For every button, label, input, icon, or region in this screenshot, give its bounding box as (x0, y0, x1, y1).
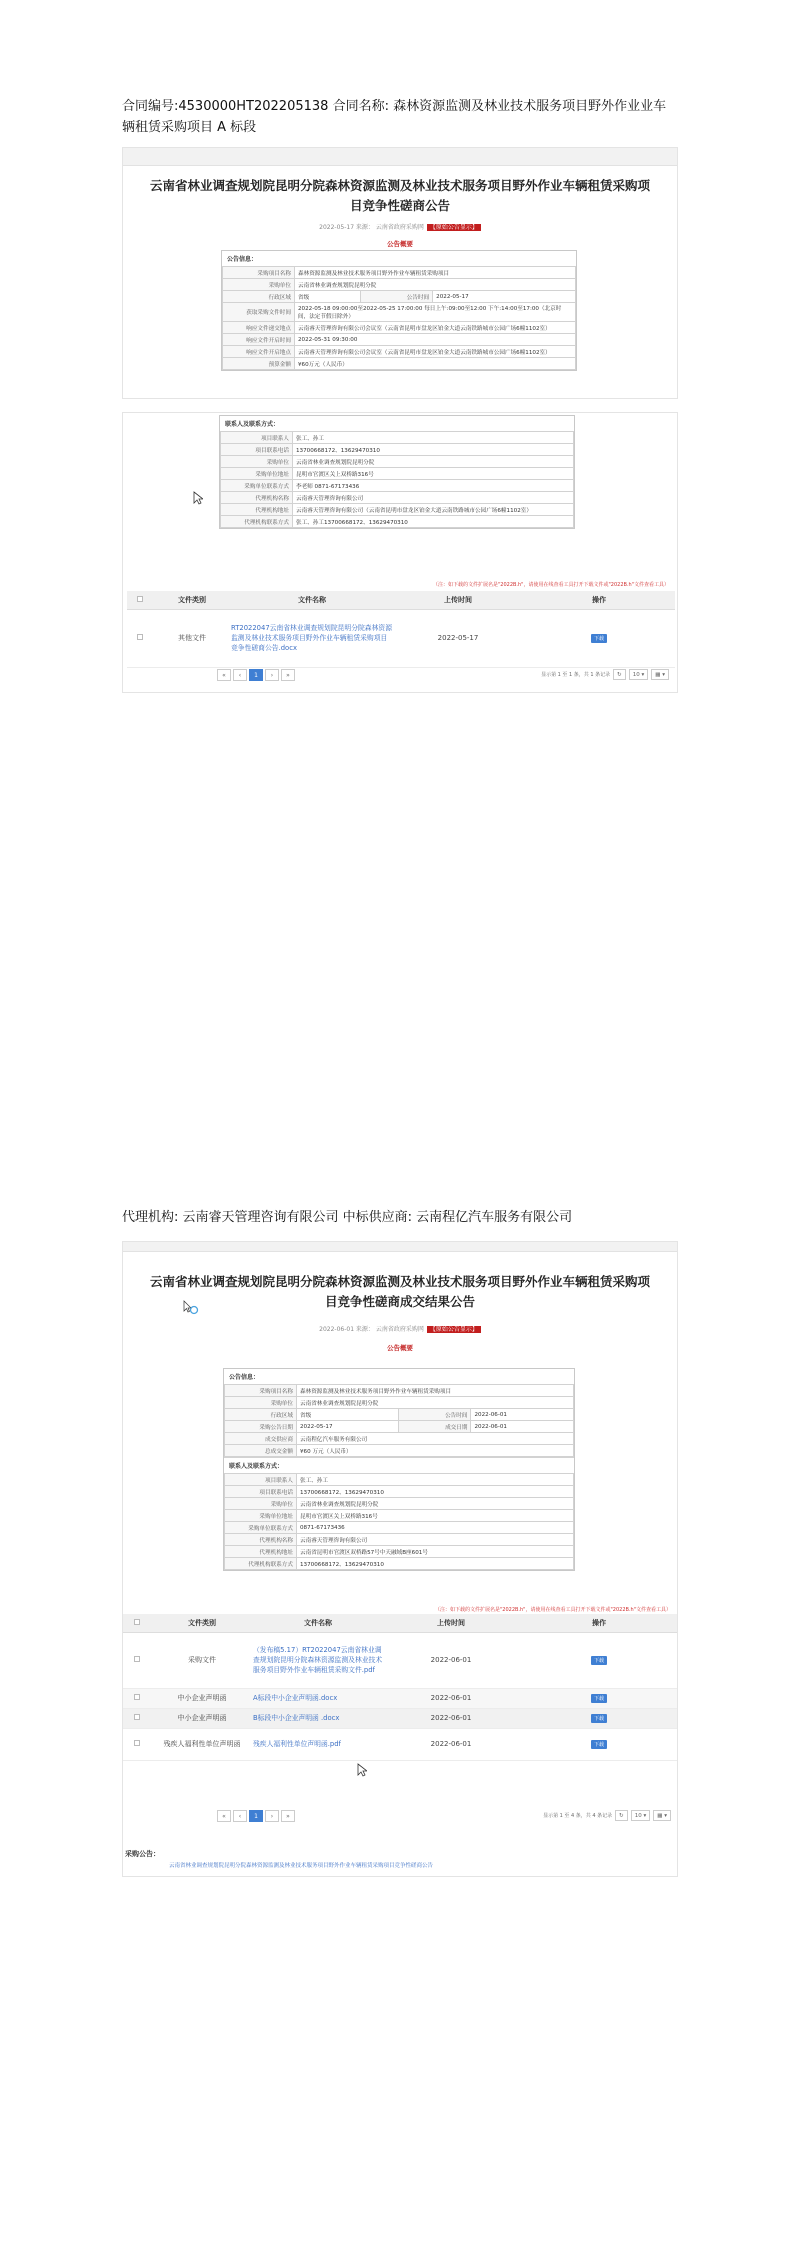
info-key: 预算金额 (223, 358, 295, 370)
action-cell (519, 1688, 678, 1708)
row-select-cell (123, 1708, 151, 1728)
download-button[interactable]: 下载 (591, 1714, 607, 1723)
download-button[interactable]: 下载 (591, 1740, 607, 1749)
contact-key: 代理机构名称 (225, 1534, 297, 1546)
announcement2-files-table (123, 1614, 678, 1761)
info-section-label: 公告信息： (229, 1374, 260, 1381)
contact-row (221, 492, 574, 504)
info-value: 云南省林业调查规划院昆明分院 (295, 279, 576, 291)
columns-menu-icon[interactable]: ▦ ▾ (651, 669, 669, 680)
col-upload-time: 上传时间 (393, 591, 523, 609)
info-row (225, 1433, 574, 1445)
download-button[interactable]: 下载 (591, 1694, 607, 1703)
download-button[interactable]: 下载 (591, 634, 607, 643)
announcement1-contact-table (220, 431, 574, 528)
info-value: 2022-05-17 (433, 291, 576, 303)
announcement1-contact-box (219, 415, 575, 529)
info-key: 采购单位 (225, 1397, 297, 1409)
info-value: ¥60万元（人民币） (295, 358, 576, 370)
download-note: （注：如下载的文件扩展名是"2022B.h"，请使用在线查看工具打开下载文件或"2022B.h"文件查看工具） (432, 582, 669, 588)
info-value: 云南省林业调查规划院昆明分院 (297, 1397, 574, 1409)
contact-key: 采购单位 (221, 456, 293, 468)
pagination-summary: 显示第 1 至 4 条，共 4 条记录 (543, 1813, 613, 1819)
mouse-cursor-icon (357, 1763, 367, 1777)
contact-value: 云南省林业调查规划院昆明分院 (297, 1498, 574, 1510)
info-value: 省级 (297, 1409, 399, 1421)
announcement1-screenshot-top (122, 147, 678, 399)
announcement1-screenshot-bottom (122, 412, 678, 693)
info-key: 采购公告日期 (225, 1421, 297, 1433)
last-page-button[interactable]: » (281, 669, 295, 681)
info-value: 森林资源监测及林业技术服务项目野外作业车辆租赁采购项目 (295, 267, 576, 279)
info-row (223, 334, 576, 346)
row-select-cell (123, 1632, 151, 1688)
contact-row (225, 1498, 574, 1510)
info-row (225, 1409, 574, 1421)
row-select-cell (123, 1728, 151, 1760)
prev-page-button[interactable]: ‹ (233, 1810, 247, 1822)
file-date: 2022-06-01 (383, 1688, 519, 1708)
info-key: 公告时间 (399, 1409, 471, 1421)
row-checkbox[interactable] (134, 1656, 140, 1662)
col-upload-time: 上传时间 (383, 1614, 519, 1632)
contact-value: 云南省昆明市官渡区双桥路57号中天融域B座601号 (297, 1546, 574, 1558)
contact-row (221, 444, 574, 456)
file-type: 残疾人福利性单位声明函 (151, 1728, 253, 1760)
table-row (127, 609, 675, 667)
prev-page-button[interactable]: ‹ (233, 669, 247, 681)
info-key: 响应文件开启时间 (223, 334, 295, 346)
contact-row (225, 1474, 574, 1486)
first-page-button[interactable]: « (217, 1810, 231, 1822)
action-cell (519, 1708, 678, 1728)
info-key: 行政区域 (223, 291, 295, 303)
action-cell (519, 1632, 678, 1688)
announcement2-info-box (223, 1368, 575, 1571)
contact-key: 项目联系人 (225, 1474, 297, 1486)
contact-row (221, 516, 574, 528)
info-row (223, 346, 576, 358)
info-key: 响应文件开启地点 (223, 346, 295, 358)
pagination (217, 1810, 295, 1822)
info-row (225, 1445, 574, 1457)
contact-value: 张工、孙工 (297, 1474, 574, 1486)
contact-key: 项目联系电话 (221, 444, 293, 456)
info-row (223, 303, 576, 322)
row-checkbox[interactable] (137, 634, 143, 640)
file-type: 中小企业声明函 (151, 1688, 253, 1708)
announcement2-meta (123, 1324, 677, 1333)
col-action: 操作 (523, 591, 675, 609)
select-all-cell (123, 1614, 151, 1632)
first-page-button[interactable]: « (217, 669, 231, 681)
contact-row (225, 1522, 574, 1534)
info-row (225, 1385, 574, 1397)
info-key: 公告时间 (361, 291, 433, 303)
table-row (123, 1688, 678, 1708)
contract-header-line2: 辆租赁采购项目 A 标段 (122, 120, 257, 135)
browser-bar (123, 148, 677, 166)
row-checkbox[interactable] (134, 1694, 140, 1700)
contact-row (225, 1510, 574, 1522)
table-row (123, 1728, 678, 1760)
info-row (223, 322, 576, 334)
contact-key: 采购单位联系方式 (221, 480, 293, 492)
pagination-info (541, 669, 669, 680)
file-date: 2022-05-17 (393, 609, 523, 667)
contact-key: 采购单位地址 (221, 468, 293, 480)
refresh-icon[interactable]: ↻ (613, 669, 626, 680)
col-file-type: 文件类别 (151, 1614, 253, 1632)
info-value: 2022-05-18 09:00:00至2022-05-25 17:00:00 每日上午:09:00至12:00 下午:14:00至17:00（北京时间，法定节假日除外） (295, 303, 576, 322)
info-value: ¥60 万元（人民币） (297, 1445, 574, 1457)
next-page-button[interactable]: › (265, 1810, 279, 1822)
file-type: 其他文件 (153, 609, 231, 667)
contact-value: 13700668172、13629470310 (293, 444, 574, 456)
procurement-notice-label: 采购公告： (125, 1850, 160, 1858)
select-all-checkbox[interactable] (134, 1619, 140, 1625)
meta-text: 2022-05-17 来源： 云南省政府采购网 (319, 224, 424, 231)
col-action: 操作 (519, 1614, 678, 1632)
contact-value: 13700668172、13629470310 (297, 1486, 574, 1498)
pagination (217, 669, 295, 681)
contact-value: 云南睿天管理咨询有限公司（云南省昆明市盘龙区铂金大道云南铁路城市公园广场6幢1102室） (293, 504, 574, 516)
original-badge[interactable]: 【原始公告显示】 (427, 1326, 481, 1333)
col-file-name: 文件名称 (253, 1614, 383, 1632)
contract-header-line1: 合同编号:4530000HT202205138 合同名称: 森林资源监测及林业技术服务项目野外作业业车 (122, 99, 667, 114)
col-file-name: 文件名称 (231, 591, 393, 609)
contact-key: 代理机构地址 (225, 1546, 297, 1558)
procurement-notice-link[interactable]: 云南省林业调查规划院昆明分院森林资源监测及林业技术服务项目野外作业车辆租赁采购项目竞争性磋商公告 (169, 1863, 434, 1869)
info-key: 成交日期 (399, 1421, 471, 1433)
info-row (223, 279, 576, 291)
contact-row (221, 480, 574, 492)
info-value: 2022-05-31 09:30:00 (295, 334, 576, 346)
info-key: 总成交金额 (225, 1445, 297, 1457)
contact-row (221, 468, 574, 480)
files-header-row (123, 1614, 678, 1632)
info-key: 采购项目名称 (223, 267, 295, 279)
contact-value: 昆明市官渡区关上双桥路316号 (293, 468, 574, 480)
info-row (223, 291, 576, 303)
info-key: 成交供应商 (225, 1433, 297, 1445)
announcement1-subtitle: 公告概要 (387, 240, 413, 248)
contact-row (225, 1558, 574, 1570)
contact-value: 张工、孙工 (293, 432, 574, 444)
page-size-select[interactable]: 10 ▾ (629, 669, 649, 680)
contact-key: 代理机构地址 (221, 504, 293, 516)
info-key: 采购项目名称 (225, 1385, 297, 1397)
announcement2-subtitle: 公告概要 (387, 1344, 413, 1352)
file-date: 2022-06-01 (383, 1728, 519, 1760)
contact-row (221, 456, 574, 468)
info-row (225, 1421, 574, 1433)
action-cell (523, 609, 675, 667)
table-row (123, 1708, 678, 1728)
file-name-link[interactable]: A标段中小企业声明函.docx (253, 1688, 383, 1708)
announcement1-files-table (127, 591, 675, 668)
announcement2-info-table (224, 1384, 574, 1457)
table-row (123, 1632, 678, 1688)
original-badge[interactable]: 【原始公告显示】 (427, 224, 481, 231)
info-row (223, 358, 576, 370)
file-name-link[interactable]: B标段中小企业声明函 .docx (253, 1708, 383, 1728)
meta-text: 2022-06-01 来源： 云南省政府采购网 (319, 1326, 424, 1333)
file-date: 2022-06-01 (383, 1708, 519, 1728)
contact-value: 昆明市官渡区关上双桥路316号 (297, 1510, 574, 1522)
info-key: 行政区域 (225, 1409, 297, 1421)
info-row (225, 1397, 574, 1409)
pagination-info (543, 1810, 671, 1821)
columns-menu-icon[interactable]: ▦ ▾ (653, 1810, 671, 1821)
info-value: 2022-05-17 (297, 1421, 399, 1433)
contact-key: 项目联系人 (221, 432, 293, 444)
announcement2-contact-table (224, 1473, 574, 1570)
page-1-button[interactable]: 1 (249, 1810, 263, 1822)
next-page-button[interactable]: › (265, 669, 279, 681)
row-checkbox[interactable] (134, 1714, 140, 1720)
row-select-cell (127, 609, 153, 667)
contact-value: 李老师 0871-67173436 (293, 480, 574, 492)
contact-row (225, 1534, 574, 1546)
info-key: 响应文件递交地点 (223, 322, 295, 334)
row-checkbox[interactable] (134, 1740, 140, 1746)
contact-value: 张工、孙工13700668172、13629470310 (293, 516, 574, 528)
agency-supplier-line: 代理机构: 云南睿天管理咨询有限公司 中标供应商: 云南程亿汽车服务有限公司 (122, 1210, 573, 1225)
browser-bar (123, 1242, 677, 1252)
files-header-row (127, 591, 675, 609)
info-value: 云南睿天管理咨询有限公司会议室（云南省昆明市盘龙区铂金大道云南铁路城市公园广场6幢1102室） (295, 322, 576, 334)
contact-key: 代理机构名称 (221, 492, 293, 504)
contact-row (221, 432, 574, 444)
info-value: 2022-06-01 (471, 1421, 574, 1433)
action-cell (519, 1728, 678, 1760)
announcement2-title: 云南省林业调查规划院昆明分院森林资源监测及林业技术服务项目野外作业车辆租赁采购项目竞争性磋商成交结果公告 (149, 1274, 650, 1309)
file-name-link[interactable]: 残疾人福利性单位声明函.pdf (253, 1728, 383, 1760)
announcement1-title: 云南省林业调查规划院昆明分院森林资源监测及林业技术服务项目野外作业车辆租赁采购项目竞争性磋商公告 (149, 178, 650, 213)
contact-section-label: 联系人及联系方式： (225, 421, 280, 428)
contact-value: 云南睿天管理咨询有限公司 (293, 492, 574, 504)
contact-key: 采购单位联系方式 (225, 1522, 297, 1534)
contact-value: 13700668172、13629470310 (297, 1558, 574, 1570)
info-value: 森林资源监测及林业技术服务项目野外作业车辆租赁采购项目 (297, 1385, 574, 1397)
contact-row (225, 1486, 574, 1498)
file-date: 2022-06-01 (383, 1632, 519, 1688)
select-all-checkbox[interactable] (137, 596, 143, 602)
refresh-icon[interactable]: ↻ (615, 1810, 628, 1821)
loading-cursor-icon (183, 1300, 199, 1316)
last-page-button[interactable]: » (281, 1810, 295, 1822)
download-note: （注：如下载的文件扩展名是"2022B.h"，请使用在线查看工具打开下载文件或"2022B.h"文件查看工具） (434, 1607, 671, 1613)
info-key: 获取采购文件时间 (223, 303, 295, 322)
col-file-type: 文件类别 (153, 591, 231, 609)
row-select-cell (123, 1688, 151, 1708)
contact-key: 代理机构联系方式 (225, 1558, 297, 1570)
announcement1-meta (123, 222, 677, 231)
pagination-summary: 显示第 1 至 1 条，共 1 条记录 (541, 672, 611, 678)
mouse-cursor-icon (193, 491, 203, 505)
file-type: 采购文件 (151, 1632, 253, 1688)
info-value: 云南程亿汽车服务有限公司 (297, 1433, 574, 1445)
page-1-button[interactable]: 1 (249, 669, 263, 681)
contact-value: 云南睿天管理咨询有限公司 (297, 1534, 574, 1546)
info-key: 采购单位 (223, 279, 295, 291)
contact-value: 云南省林业调查规划院昆明分院 (293, 456, 574, 468)
contact-key: 采购单位地址 (225, 1510, 297, 1522)
info-row (223, 267, 576, 279)
contact-key: 项目联系电话 (225, 1486, 297, 1498)
announcement1-info-table (222, 266, 576, 370)
contact-key: 采购单位 (225, 1498, 297, 1510)
contact-section-label: 联系人及联系方式： (224, 1457, 574, 1473)
announcement2-screenshot (122, 1241, 678, 1877)
file-name-link[interactable]: RT2022047云南省林业调查规划院昆明分院森林资源监测及林业技术服务项目野外作业车辆租赁采购项目竞争性磋商公告.docx (231, 609, 393, 667)
contact-row (221, 504, 574, 516)
page-size-select[interactable]: 10 ▾ (631, 1810, 651, 1821)
contact-value: 0871-67173436 (297, 1522, 574, 1534)
info-section-label: 公告信息： (227, 256, 258, 263)
file-name-link[interactable]: （发布稿5.17）RT2022047云南省林业调查规划院昆明分院森林资源监测及林业技术服务项目野外作业车辆租赁采购文件.pdf (253, 1632, 383, 1688)
file-type: 中小企业声明函 (151, 1708, 253, 1728)
contact-key: 代理机构联系方式 (221, 516, 293, 528)
select-all-cell (127, 591, 153, 609)
info-value: 2022-06-01 (471, 1409, 574, 1421)
info-value: 云南睿天管理咨询有限公司会议室（云南省昆明市盘龙区铂金大道云南铁路城市公园广场6幢1102室） (295, 346, 576, 358)
announcement1-info-box (221, 250, 577, 371)
download-button[interactable]: 下载 (591, 1656, 607, 1665)
contact-row (225, 1546, 574, 1558)
info-value: 省级 (295, 291, 361, 303)
